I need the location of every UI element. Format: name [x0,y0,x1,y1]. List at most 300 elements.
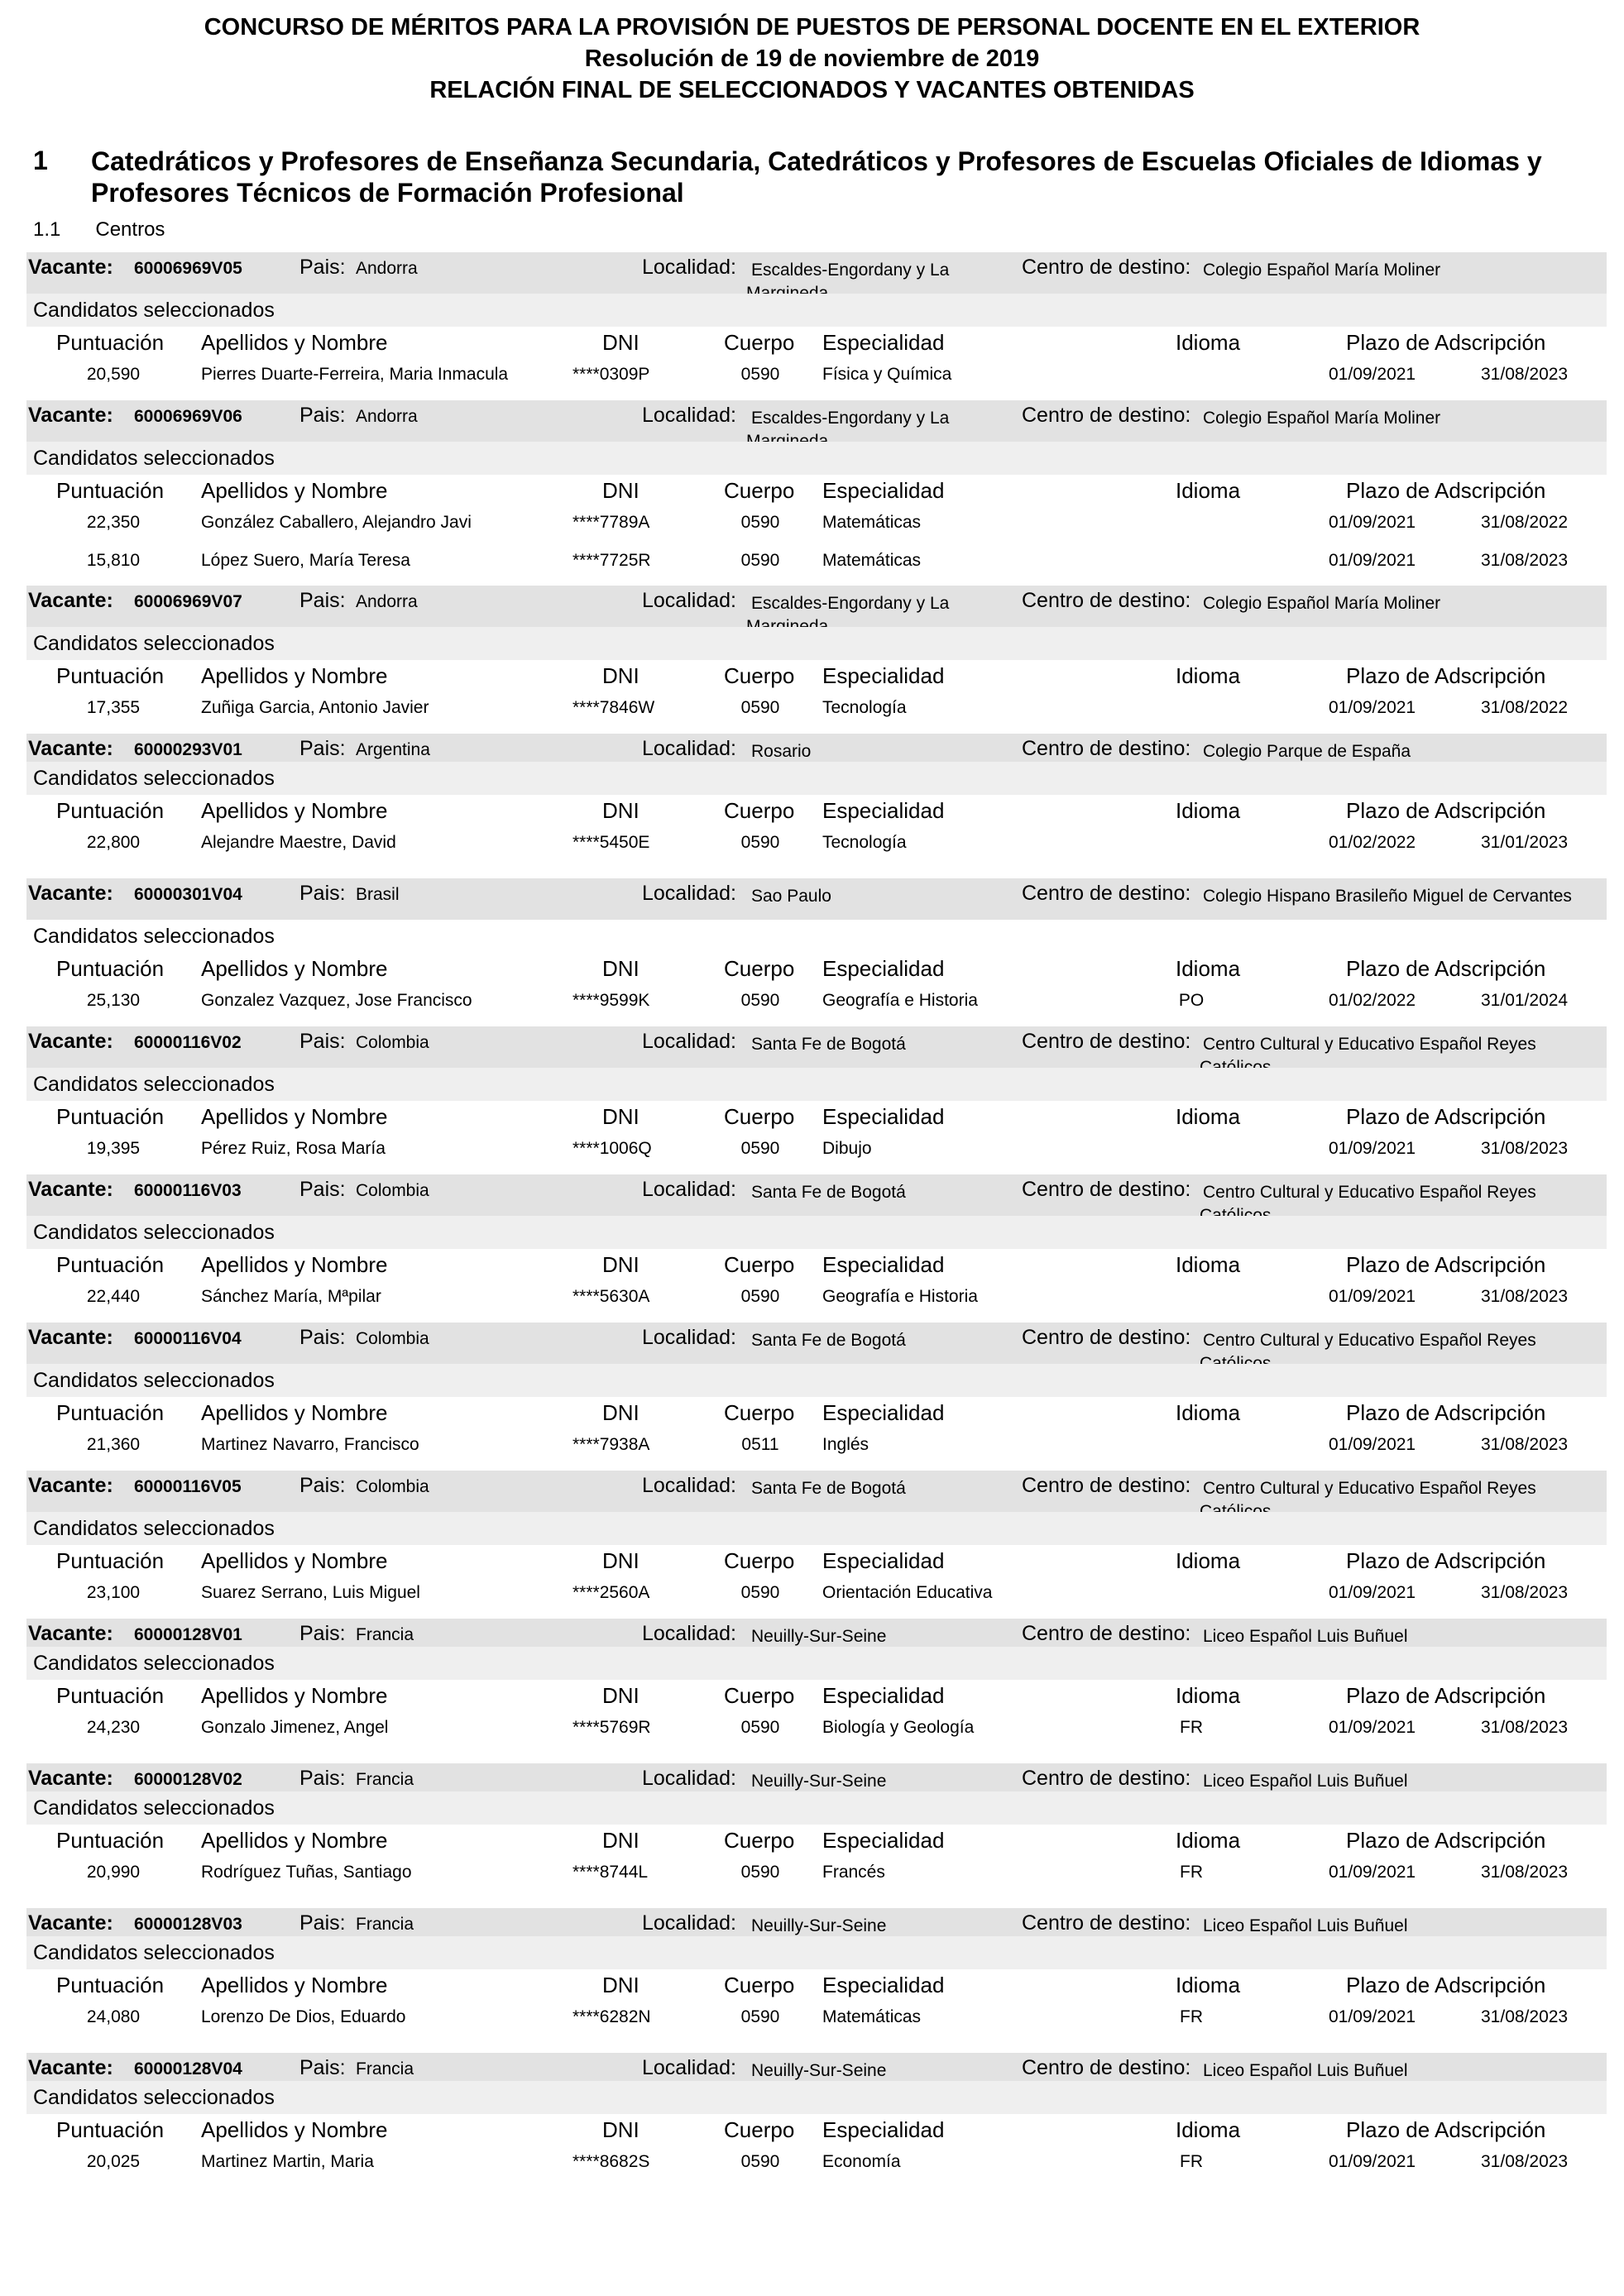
candidate-dni: ****2560A [572,1583,650,1602]
candidate-especialidad: Francés [822,1863,885,1882]
column-dni: DNI [602,1683,640,1708]
vacante-code: 60000301V04 [134,885,242,904]
candidate-row [26,544,1607,577]
candidate-dni: ****6282N [572,2007,651,2026]
pais-label: Pais: [299,256,346,279]
pais-value: Francia [356,1915,414,1934]
pais-label: Pais: [299,404,346,427]
column-cuerpo: Cuerpo [724,663,795,688]
candidates-column-header [26,2114,1607,2145]
column-idioma: Idioma [1176,1973,1241,1997]
candidate-name: Suarez Serrano, Luis Miguel [201,1583,420,1602]
column-plazo: Plazo de Adscripción [1346,663,1546,688]
column-apellidos: Apellidos y Nombre [201,1973,388,1997]
vacancy-block [26,1026,1607,1165]
column-especialidad: Especialidad [822,478,945,503]
vacancy-header [26,1619,1607,1647]
plazo-start-date: 01/02/2022 [1329,991,1416,1010]
pais-value: Francia [356,2059,414,2078]
vacante-label: Vacante: [28,1326,113,1349]
pais-value: Francia [356,1770,414,1789]
column-cuerpo: Cuerpo [724,1548,795,1573]
candidate-idioma: FR [1180,1718,1203,1737]
column-puntuacion: Puntuación [56,1973,165,1997]
column-dni: DNI [602,1973,640,1997]
candidates-heading [26,762,1607,795]
candidate-especialidad: Economía [822,2152,901,2171]
plazo-start-date: 01/09/2021 [1329,2007,1416,2026]
plazo-end-date: 31/08/2023 [1481,1718,1569,1737]
localidad-label: Localidad: [642,1474,736,1497]
vacante-label: Vacante: [28,1178,113,1201]
subsection-number: 1.1 [33,218,61,241]
centro-value: Centro Cultural y Educativo Español Reyes [1203,1183,1536,1202]
pais-label: Pais: [299,1911,346,1935]
plazo-end-date: 31/08/2023 [1481,1863,1569,1882]
localidad-label: Localidad: [642,589,736,612]
centro-value: Colegio Hispano Brasileño Miguel de Cervantes [1203,887,1572,906]
plazo-start-date: 01/09/2021 [1329,1139,1416,1158]
column-apellidos: Apellidos y Nombre [201,478,388,503]
candidate-especialidad: Biología y Geología [822,1718,975,1737]
vacante-code: 60000116V03 [134,1181,242,1200]
plazo-end-date: 31/08/2023 [1481,1583,1569,1602]
column-puntuacion: Puntuación [56,330,165,355]
column-apellidos: Apellidos y Nombre [201,1104,388,1129]
candidate-row [26,691,1607,725]
candidate-name: Zuñiga Garcia, Antonio Javier [201,698,429,717]
localidad-value: Santa Fe de Bogotá [751,1331,906,1350]
column-plazo: Plazo de Adscripción [1346,1548,1546,1573]
column-dni: DNI [602,1104,640,1129]
candidate-dni: ****8682S [572,2152,650,2171]
column-plazo: Plazo de Adscripción [1346,330,1546,355]
column-especialidad: Especialidad [822,2117,945,2142]
column-puntuacion: Puntuación [56,1828,165,1853]
candidates-label: Candidatos seleccionados [33,299,275,322]
centro-value: Centro Cultural y Educativo Español Reyes [1203,1479,1536,1498]
candidate-cuerpo: 0590 [740,551,780,570]
centro-label: Centro de destino: [1022,404,1191,427]
vacante-label: Vacante: [28,737,113,760]
column-puntuacion: Puntuación [56,1252,165,1277]
vacancy-header [26,1471,1607,1512]
pais-label: Pais: [299,589,346,612]
column-dni: DNI [602,330,640,355]
candidate-name: Gonzalez Vazquez, Jose Francisco [201,991,472,1010]
candidate-score: 23,100 [86,1583,141,1602]
column-cuerpo: Cuerpo [724,1973,795,1997]
vacancy-header [26,2053,1607,2081]
candidates-column-header [26,1249,1607,1280]
candidate-especialidad: Tecnología [822,833,907,852]
plazo-start-date: 01/09/2021 [1329,698,1416,717]
candidate-row [26,1856,1607,1889]
plazo-start-date: 01/09/2021 [1329,1287,1416,1306]
column-idioma: Idioma [1176,1683,1241,1708]
centro-label: Centro de destino: [1022,1178,1191,1201]
candidate-especialidad: Tecnología [822,698,907,717]
column-cuerpo: Cuerpo [724,1104,795,1129]
centro-label: Centro de destino: [1022,737,1191,760]
localidad-value: Neuilly-Sur-Seine [751,1916,887,1935]
plazo-start-date: 01/09/2021 [1329,513,1416,532]
localidad-value: Santa Fe de Bogotá [751,1183,906,1202]
column-especialidad: Especialidad [822,1548,945,1573]
centro-value: Liceo Español Luis Buñuel [1203,2061,1408,2080]
candidates-heading [26,1791,1607,1825]
pais-label: Pais: [299,1326,346,1349]
column-idioma: Idioma [1176,798,1241,823]
column-cuerpo: Cuerpo [724,956,795,981]
candidates-heading [26,294,1607,327]
centro-label: Centro de destino: [1022,1474,1191,1497]
centro-value: Colegio Parque de España [1203,742,1411,761]
candidate-dni: ****7789A [572,513,650,532]
candidate-name: Gonzalo Jimenez, Angel [201,1718,389,1737]
candidate-row [26,1576,1607,1610]
candidates-label: Candidatos seleccionados [33,2086,275,2109]
column-puntuacion: Puntuación [56,663,165,688]
vacante-label: Vacante: [28,882,113,905]
localidad-label: Localidad: [642,1622,736,1645]
column-plazo: Plazo de Adscripción [1346,1400,1546,1425]
candidate-especialidad: Matemáticas [822,551,922,570]
vacancy-block [26,1323,1607,1461]
candidate-row [26,1711,1607,1744]
vacante-label: Vacante: [28,1474,113,1497]
candidate-cuerpo: 0590 [740,1583,780,1602]
candidates-label: Candidatos seleccionados [33,925,275,948]
localidad-value: Neuilly-Sur-Seine [751,1627,887,1646]
vacante-code: 60000128V04 [134,2059,242,2078]
localidad-label: Localidad: [642,404,736,427]
candidate-cuerpo: 0590 [740,991,780,1010]
candidate-score: 19,395 [86,1139,141,1158]
localidad-value: Sao Paulo [751,887,831,906]
vacante-code: 60000293V01 [134,740,242,759]
localidad-value: Santa Fe de Bogotá [751,1035,906,1054]
vacancy-header [26,734,1607,762]
plazo-start-date: 01/09/2021 [1329,365,1416,384]
vacancy-block [26,1174,1607,1313]
subsection-title: Centros [95,218,165,241]
column-puntuacion: Puntuación [56,478,165,503]
column-apellidos: Apellidos y Nombre [201,330,388,355]
column-apellidos: Apellidos y Nombre [201,2117,388,2142]
document-header [0,12,1624,106]
pais-value: Andorra [356,592,418,611]
plazo-end-date: 31/01/2023 [1481,833,1569,852]
vacancy-header [26,586,1607,627]
column-plazo: Plazo de Adscripción [1346,1252,1546,1277]
column-dni: DNI [602,956,640,981]
candidate-score: 22,800 [86,833,141,852]
column-puntuacion: Puntuación [56,1683,165,1708]
pais-value: Argentina [356,740,430,759]
candidates-column-header [26,1545,1607,1576]
candidates-heading [26,1512,1607,1545]
pais-label: Pais: [299,1622,346,1645]
plazo-end-date: 31/08/2023 [1481,1287,1569,1306]
column-idioma: Idioma [1176,663,1241,688]
candidates-label: Candidatos seleccionados [33,1073,275,1096]
column-especialidad: Especialidad [822,1400,945,1425]
localidad-value: Rosario [751,742,812,761]
candidate-dni: ****7938A [572,1435,650,1454]
column-idioma: Idioma [1176,1828,1241,1853]
vacancy-header [26,878,1607,920]
pais-value: Colombia [356,1033,429,1052]
column-dni: DNI [602,1828,640,1853]
centro-label: Centro de destino: [1022,882,1191,905]
candidates-label: Candidatos seleccionados [33,1796,275,1820]
candidate-especialidad: Orientación Educativa [822,1583,993,1602]
column-plazo: Plazo de Adscripción [1346,956,1546,981]
candidate-score: 17,355 [86,698,141,717]
candidates-heading [26,1216,1607,1249]
candidate-especialidad: Matemáticas [822,2007,922,2026]
column-cuerpo: Cuerpo [724,330,795,355]
plazo-end-date: 31/08/2023 [1481,551,1569,570]
localidad-label: Localidad: [642,737,736,760]
candidates-label: Candidatos seleccionados [33,1221,275,1244]
candidate-row [26,1280,1607,1313]
vacante-label: Vacante: [28,1767,113,1790]
candidates-heading [26,2081,1607,2114]
candidate-row [26,506,1607,539]
vacancy-block [26,400,1607,577]
column-especialidad: Especialidad [822,663,945,688]
vacancy-header [26,1323,1607,1364]
candidates-heading [26,442,1607,475]
vacancy-block [26,1908,1607,2034]
candidate-cuerpo: 0511 [741,1435,779,1454]
candidate-especialidad: Matemáticas [822,513,922,532]
candidate-name: Rodríguez Tuñas, Santiago [201,1863,412,1882]
candidate-score: 15,810 [86,551,141,570]
column-cuerpo: Cuerpo [724,1683,795,1708]
vacante-code: 60000116V05 [134,1477,242,1496]
plazo-end-date: 31/01/2024 [1481,991,1569,1010]
column-idioma: Idioma [1176,1400,1241,1425]
vacancy-header [26,1763,1607,1791]
pais-value: Colombia [356,1181,429,1200]
candidate-name: Sánchez María, Mªpilar [201,1287,381,1306]
vacante-code: 60000128V01 [134,1625,242,1644]
candidate-especialidad: Dibujo [822,1139,872,1158]
column-idioma: Idioma [1176,956,1241,981]
candidates-heading [26,1364,1607,1397]
vacancy-block [26,734,1607,859]
candidates-column-header [26,1825,1607,1856]
column-apellidos: Apellidos y Nombre [201,956,388,981]
vacancy-block [26,1471,1607,1610]
vacancy-block [26,878,1607,1017]
candidates-column-header [26,1680,1607,1711]
candidate-cuerpo: 0590 [740,1718,780,1737]
candidate-especialidad: Geografía e Historia [822,991,978,1010]
plazo-start-date: 01/09/2021 [1329,551,1416,570]
candidate-dni: ****1006Q [572,1139,652,1158]
pais-label: Pais: [299,1030,346,1053]
candidate-score: 20,990 [86,1863,141,1882]
plazo-start-date: 01/09/2021 [1329,1718,1416,1737]
candidate-dni: ****5769R [572,1718,651,1737]
column-idioma: Idioma [1176,1548,1241,1573]
candidate-row [26,358,1607,391]
vacante-code: 60006969V07 [134,592,242,611]
candidate-especialidad: Inglés [822,1435,869,1454]
candidate-dni: ****7725R [572,551,651,570]
plazo-end-date: 31/08/2022 [1481,513,1569,532]
centro-label: Centro de destino: [1022,1030,1191,1053]
candidate-especialidad: Física y Química [822,365,952,384]
vacante-code: 60000116V02 [134,1033,242,1052]
centro-label: Centro de destino: [1022,589,1191,612]
plazo-end-date: 31/08/2023 [1481,2007,1569,2026]
localidad-label: Localidad: [642,1178,736,1201]
vacante-label: Vacante: [28,589,113,612]
column-cuerpo: Cuerpo [724,798,795,823]
vacancy-block [26,1763,1607,1889]
column-apellidos: Apellidos y Nombre [201,1828,388,1853]
candidates-column-header [26,475,1607,506]
localidad-value: Neuilly-Sur-Seine [751,1772,887,1791]
vacante-label: Vacante: [28,1030,113,1053]
plazo-end-date: 31/08/2023 [1481,2152,1569,2171]
column-puntuacion: Puntuación [56,1400,165,1425]
vacante-label: Vacante: [28,2056,113,2079]
candidate-score: 20,590 [86,365,141,384]
candidate-row [26,1132,1607,1165]
candidates-heading [26,1936,1607,1969]
candidate-score: 24,230 [86,1718,141,1737]
pais-value: Colombia [356,1477,429,1496]
column-puntuacion: Puntuación [56,2117,165,2142]
candidates-column-header [26,1969,1607,2001]
candidate-row [26,2001,1607,2034]
column-especialidad: Especialidad [822,1252,945,1277]
candidate-name: González Caballero, Alejandro Javi [201,513,472,532]
vacancy-header [26,252,1607,294]
centro-label: Centro de destino: [1022,1326,1191,1349]
plazo-start-date: 01/02/2022 [1329,833,1416,852]
centro-label: Centro de destino: [1022,256,1191,279]
candidates-heading [26,1647,1607,1680]
column-plazo: Plazo de Adscripción [1346,1973,1546,1997]
centro-label: Centro de destino: [1022,1767,1191,1790]
subsection-heading [33,218,165,242]
plazo-start-date: 01/09/2021 [1329,1583,1416,1602]
vacante-label: Vacante: [28,1622,113,1645]
candidates-label: Candidatos seleccionados [33,767,275,790]
vacante-label: Vacante: [28,1911,113,1935]
column-apellidos: Apellidos y Nombre [201,1400,388,1425]
localidad-value: Santa Fe de Bogotá [751,1479,906,1498]
candidate-name: Alejandre Maestre, David [201,833,396,852]
candidate-row [26,826,1607,859]
column-especialidad: Especialidad [822,1973,945,1997]
centro-value: Colegio Español María Moliner [1203,261,1441,280]
column-dni: DNI [602,478,640,503]
column-idioma: Idioma [1176,2117,1241,2142]
candidates-column-header [26,953,1607,984]
candidate-cuerpo: 0590 [740,833,780,852]
column-especialidad: Especialidad [822,330,945,355]
column-dni: DNI [602,798,640,823]
localidad-value: Escaldes-Engordany y La [751,409,950,428]
vacante-code: 60000128V03 [134,1915,242,1934]
column-puntuacion: Puntuación [56,798,165,823]
candidate-score: 21,360 [86,1435,141,1454]
column-plazo: Plazo de Adscripción [1346,1828,1546,1853]
column-apellidos: Apellidos y Nombre [201,663,388,688]
column-apellidos: Apellidos y Nombre [201,798,388,823]
candidate-score: 25,130 [86,991,141,1010]
column-plazo: Plazo de Adscripción [1346,478,1546,503]
plazo-start-date: 01/09/2021 [1329,1863,1416,1882]
column-plazo: Plazo de Adscripción [1346,1104,1546,1129]
candidate-score: 22,440 [86,1287,141,1306]
pais-label: Pais: [299,1178,346,1201]
pais-label: Pais: [299,1474,346,1497]
centro-value: Centro Cultural y Educativo Español Reyes [1203,1331,1536,1350]
candidate-especialidad: Geografía e Historia [822,1287,978,1306]
vacancy-block [26,2053,1607,2179]
localidad-label: Localidad: [642,1030,736,1053]
document-title: CONCURSO DE MÉRITOS PARA LA PROVISIÓN DE PUESTOS DE PERSONAL DOCENTE EN EL EXTERIOR [204,14,1420,41]
resolution-date: Resolución de 19 de noviembre de 2019 [584,45,1040,72]
column-idioma: Idioma [1176,330,1241,355]
column-especialidad: Especialidad [822,1828,945,1853]
column-cuerpo: Cuerpo [724,1252,795,1277]
candidate-dni: ****0309P [572,365,650,384]
candidate-dni: ****5630A [572,1287,650,1306]
pais-value: Andorra [356,259,418,278]
candidates-heading [26,920,1607,953]
candidate-score: 24,080 [86,2007,141,2026]
candidate-idioma: PO [1178,991,1205,1010]
candidates-heading [26,627,1607,660]
localidad-label: Localidad: [642,1911,736,1935]
localidad-label: Localidad: [642,256,736,279]
candidates-label: Candidatos seleccionados [33,1652,275,1675]
column-puntuacion: Puntuación [56,1548,165,1573]
candidate-name: López Suero, María Teresa [201,551,410,570]
column-idioma: Idioma [1176,1104,1241,1129]
column-plazo: Plazo de Adscripción [1346,2117,1546,2142]
localidad-value: Neuilly-Sur-Seine [751,2061,887,2080]
candidate-name: Pierres Duarte-Ferreira, Maria Inmacula [201,365,509,384]
section-number: 1 [33,146,48,175]
candidates-label: Candidatos seleccionados [33,632,275,655]
localidad-value: Escaldes-Engordany y La [751,261,950,280]
column-apellidos: Apellidos y Nombre [201,1683,388,1708]
column-plazo: Plazo de Adscripción [1346,1683,1546,1708]
vacante-code: 60000116V04 [134,1329,242,1348]
vacante-code: 60006969V05 [134,259,242,278]
column-cuerpo: Cuerpo [724,478,795,503]
column-dni: DNI [602,663,640,688]
plazo-start-date: 01/09/2021 [1329,1435,1416,1454]
pais-value: Brasil [356,885,400,904]
column-puntuacion: Puntuación [56,956,165,981]
vacancy-block [26,252,1607,391]
pais-value: Colombia [356,1329,429,1348]
centro-value: Centro Cultural y Educativo Español Reyes [1203,1035,1536,1054]
vacancy-header [26,1026,1607,1068]
